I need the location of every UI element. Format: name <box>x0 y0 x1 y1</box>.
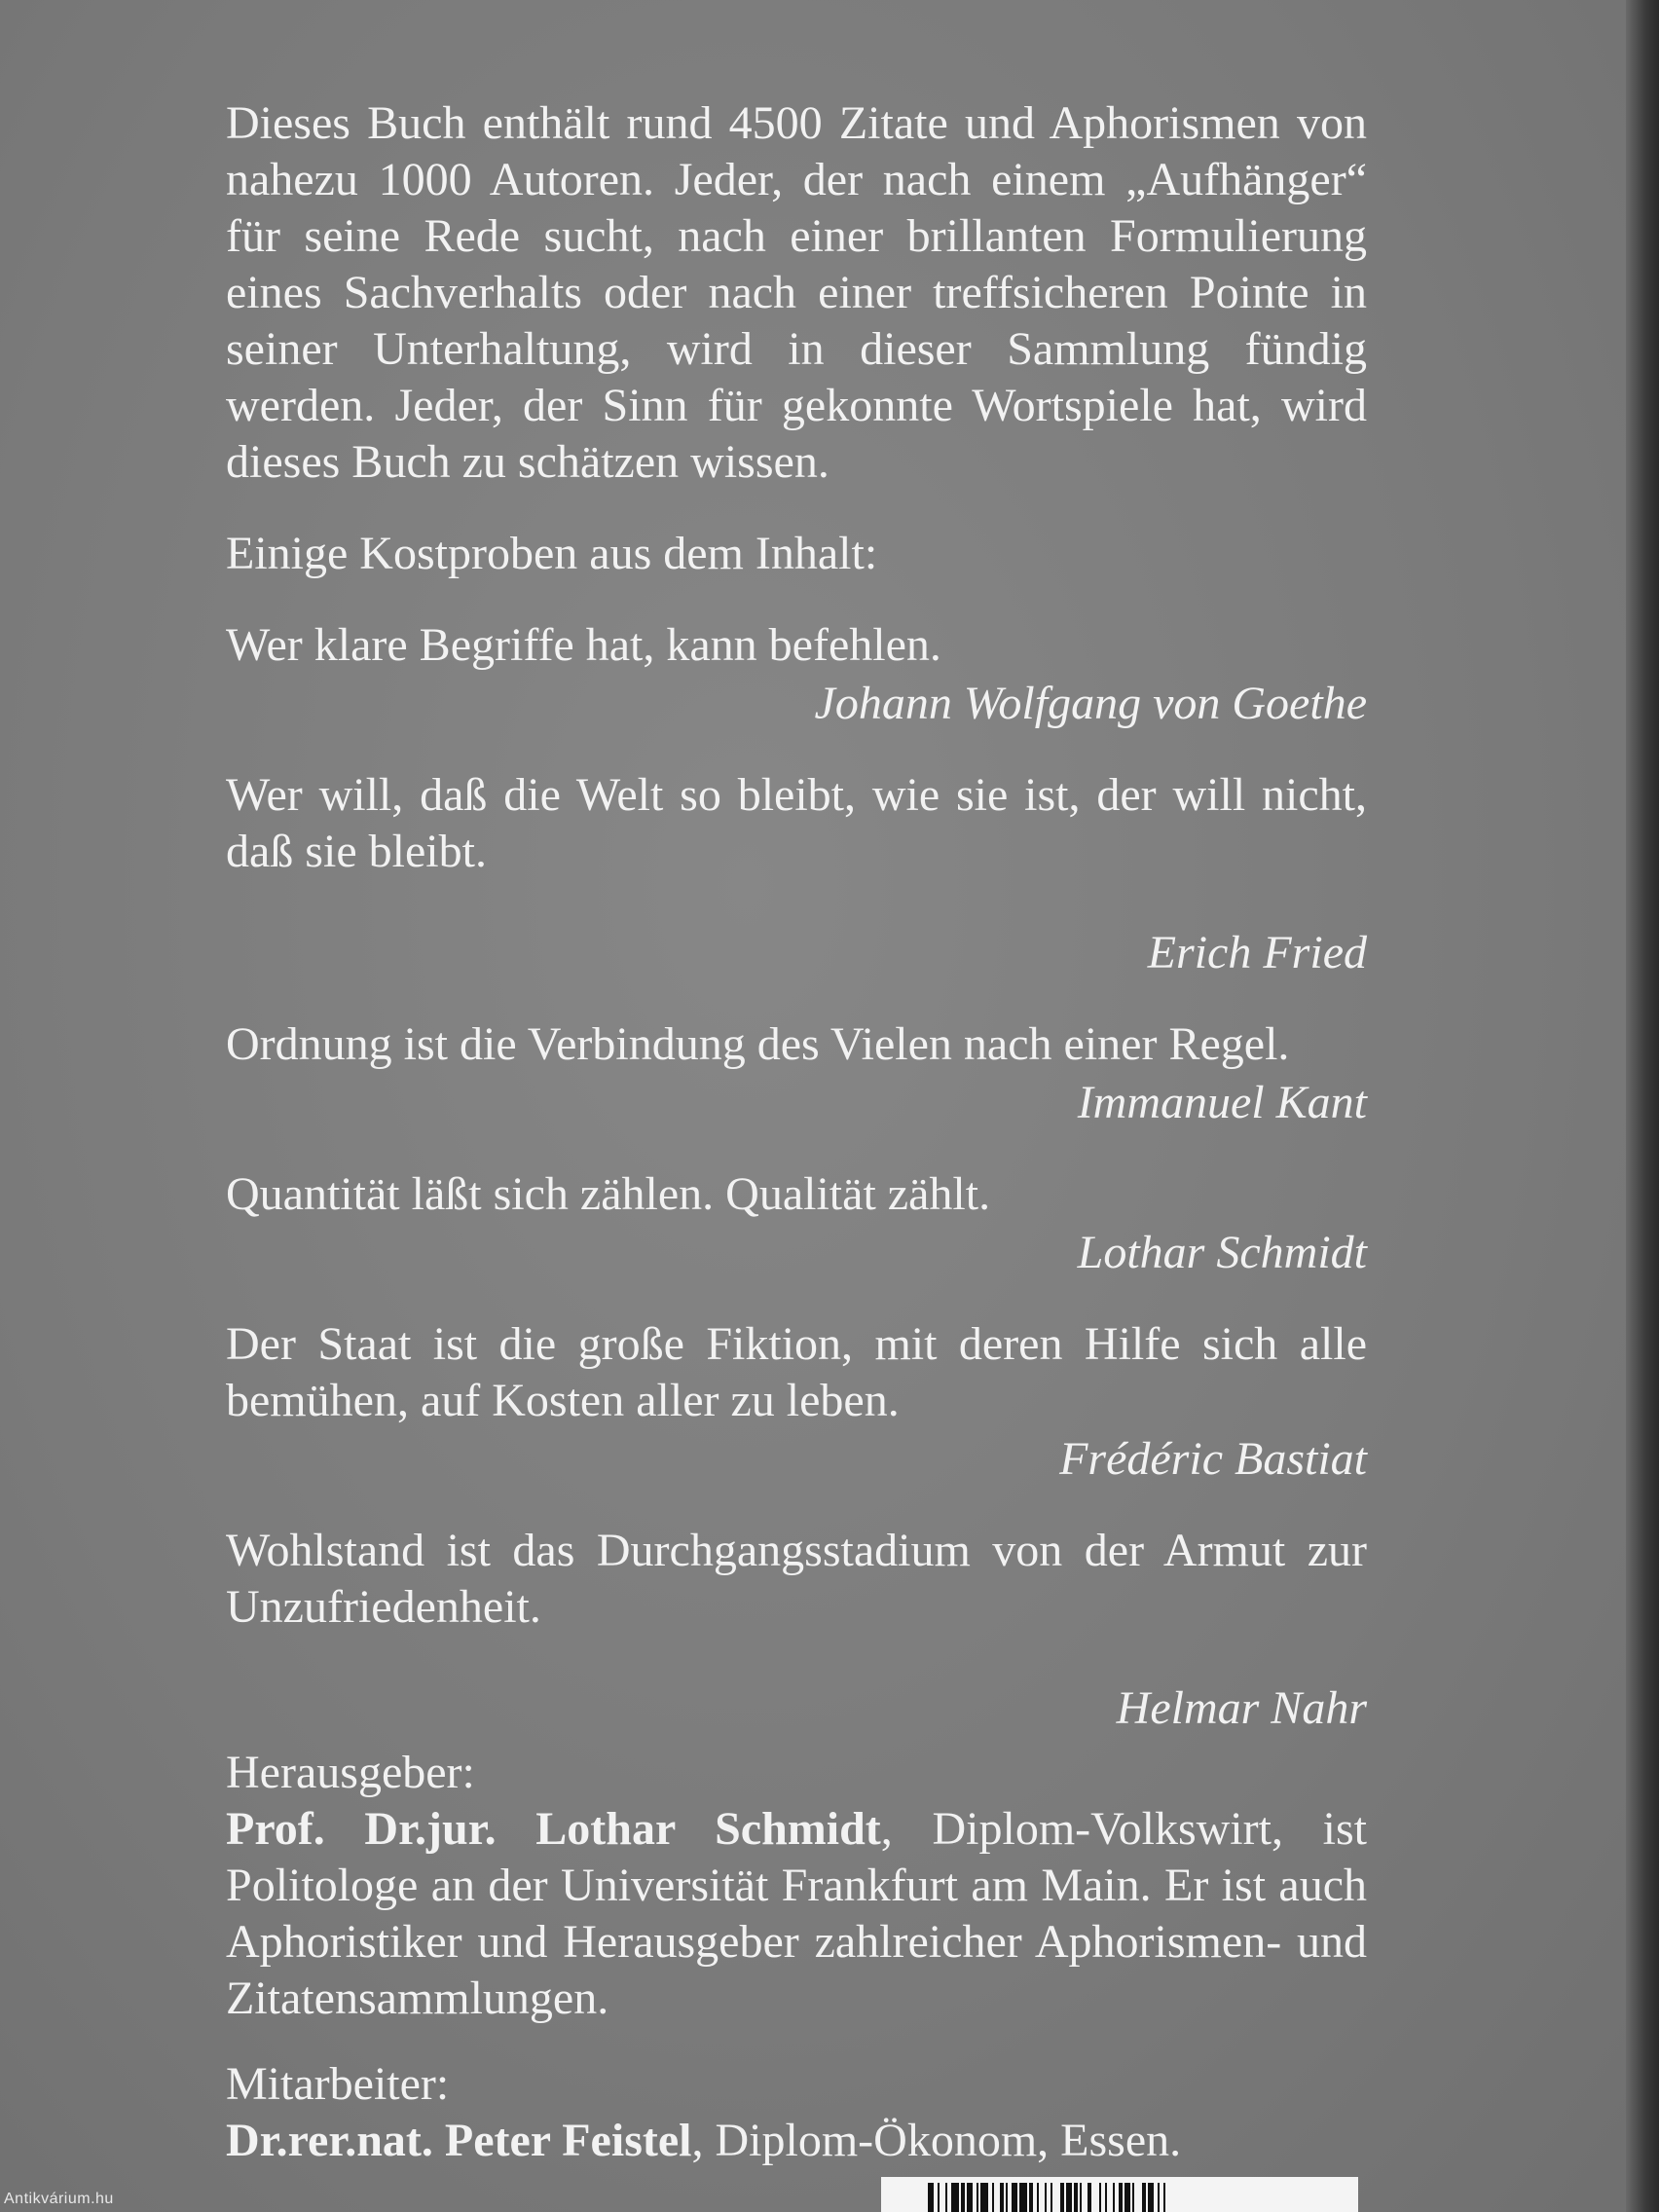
quote-item <box>226 1166 1367 1281</box>
barcode <box>881 2177 1358 2212</box>
barcode-bar <box>1000 2183 1004 2212</box>
barcode-bar <box>1142 2183 1146 2212</box>
quote-author: Helmar Nahr <box>1116 1682 1367 1734</box>
collaborator-bio <box>226 2113 1367 2169</box>
barcode-bar <box>1119 2183 1123 2212</box>
quote-text: Wer klare Begriffe hat, kann befehlen. <box>226 619 941 671</box>
barcode-bar <box>1066 2183 1072 2212</box>
barcode-bar <box>961 2183 965 2212</box>
barcode-bar <box>1019 2183 1027 2212</box>
barcode-bar <box>1099 2183 1101 2212</box>
barcode-bar <box>951 2183 959 2212</box>
barcode-bar <box>1124 2183 1130 2212</box>
quote-text: Wohlstand ist das Durchgangsstadium von der Armut zur Unzufriedenheit. <box>226 1525 1367 1633</box>
intro-paragraph: Dieses Buch enthält rund 4500 Zitate und Aphorismen von nahezu 1000 Autoren. Jeder, der nach einem „Aufhänger“ für seine Rede sucht, nach einer brillanten Formulierung eines Sachverhalts oder nach einer treffsicheren Pointe in seiner Unterhaltung, wird in dieser Sammlung fündig werden. Jeder, der Sinn für gekonnte Wortspiele hat, wird dieses Buch zu schätzen wissen. <box>226 97 1367 488</box>
barcode-bar <box>977 2183 978 2212</box>
editor-bio <box>226 1801 1367 2027</box>
barcode-bar <box>945 2183 947 2212</box>
barcode-bar <box>992 2183 994 2212</box>
barcode-bar <box>1012 2183 1017 2212</box>
barcode-bars <box>881 2177 1358 2212</box>
quote-author: Johann Wolfgang von Goethe <box>814 678 1367 729</box>
barcode-bar <box>1037 2183 1039 2212</box>
quote-text: Quantität läßt sich zählen. Qualität zählt. <box>226 1168 991 1220</box>
quote-author: Lothar Schmidt <box>1077 1227 1367 1278</box>
quote-item <box>226 1316 1367 1488</box>
collaborator-description: , Diplom-Ökonom, Essen. <box>691 2115 1182 2166</box>
barcode-bar <box>1080 2183 1082 2212</box>
book-spine-shadow <box>1626 0 1659 2212</box>
barcode-bar <box>1088 2183 1091 2212</box>
barcode-bar <box>1158 2183 1160 2212</box>
quote-item <box>226 1523 1367 1737</box>
quote-author: Frédéric Bastiat <box>1059 1433 1367 1485</box>
barcode-bar <box>1045 2183 1047 2212</box>
quote-author: Immanuel Kant <box>1077 1077 1367 1128</box>
barcode-bar <box>1051 2183 1052 2212</box>
barcode-bar <box>967 2183 973 2212</box>
quote-text: Der Staat ist die große Fiktion, mit deren Hilfe sich alle bemühen, auf Kosten aller zu leben. <box>226 1318 1367 1426</box>
collaborator-label: Mitarbeiter: <box>226 2058 450 2110</box>
barcode-bar <box>980 2183 988 2212</box>
barcode-bar <box>1060 2183 1064 2212</box>
barcode-bar <box>1132 2183 1134 2212</box>
samples-heading: Einige Kostproben aus dem Inhalt: <box>226 528 878 579</box>
quote-text: Ordnung ist die Verbindung des Vielen nach einer Regel. <box>226 1018 1290 1070</box>
barcode-bar <box>1163 2183 1165 2212</box>
quote-text: Wer will, daß die Welt so bleibt, wie sie ist, der will nicht, daß sie bleibt. <box>226 769 1367 877</box>
barcode-bar <box>1074 2183 1078 2212</box>
editor-name: Prof. Dr.jur. Lothar Schmidt <box>226 1803 881 1855</box>
barcode-bar <box>938 2183 940 2212</box>
editor-label: Herausgeber: <box>226 1747 475 1798</box>
barcode-bar <box>928 2183 934 2212</box>
quote-item <box>226 767 1367 981</box>
barcode-bar <box>1113 2183 1115 2212</box>
watermark: Antikvárium.hu <box>4 2191 114 2207</box>
barcode-bar <box>1105 2183 1107 2212</box>
collaborator-name: Dr.rer.nat. Peter Feistel <box>226 2115 692 2166</box>
barcode-bar <box>1006 2183 1008 2212</box>
barcode-bar <box>1148 2183 1154 2212</box>
editor-description: , Diplom-Volkswirt, ist Politologe an der Universität Frankfurt am Main. Er ist auch Aphoristiker und Herausgeber zahlreicher Aphorismen- und Zitatensammlungen. <box>226 1803 1367 2024</box>
quote-author: Erich Fried <box>1147 927 1367 978</box>
quote-item <box>226 1016 1367 1131</box>
barcode-bar <box>1029 2183 1033 2212</box>
quote-item <box>226 617 1367 732</box>
back-cover-text <box>226 95 1367 2169</box>
